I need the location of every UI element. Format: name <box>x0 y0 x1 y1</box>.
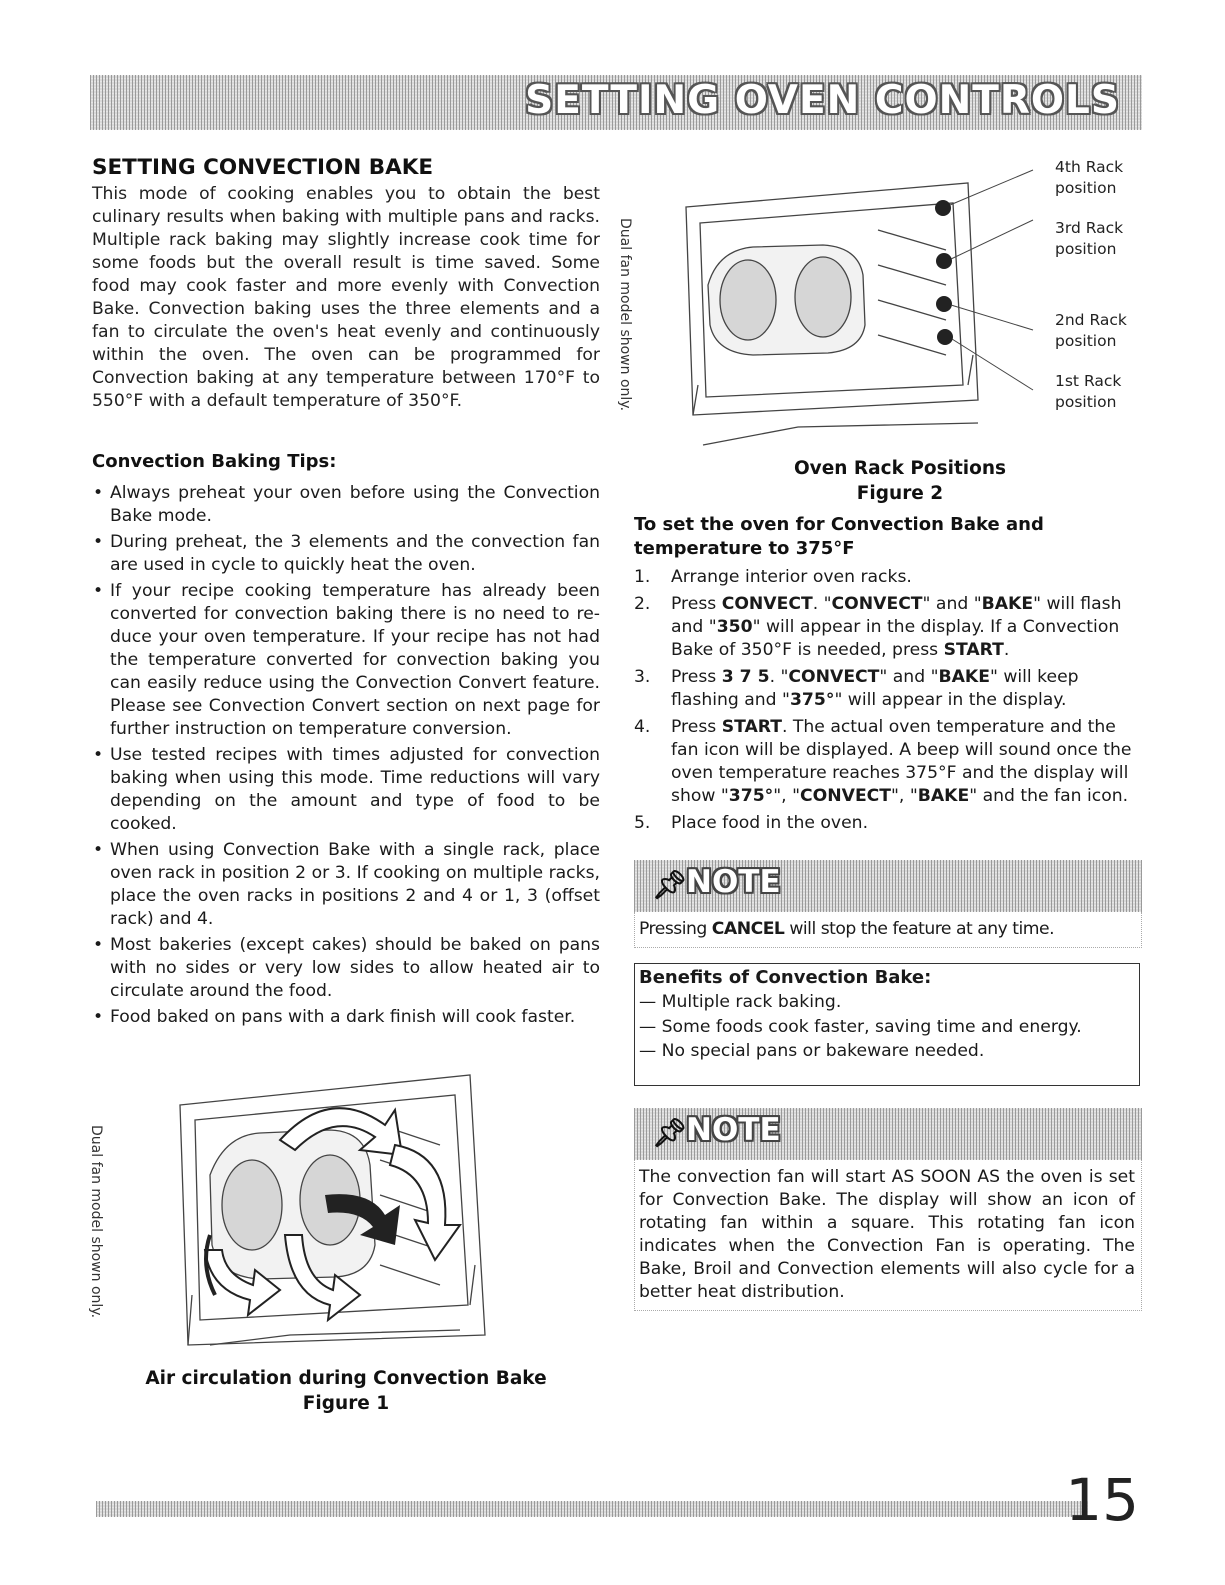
figure2-caption-title: Oven Rack Positions <box>793 458 1007 479</box>
step-text: Place food in the oven. <box>671 813 869 833</box>
rack-label-3rd <box>1055 218 1123 260</box>
note-label: NOTE <box>686 1112 781 1148</box>
benefits-box <box>634 963 1140 1086</box>
figure1-caption <box>92 1366 600 1416</box>
benefits-title: Benefits of Convection Bake: <box>639 967 932 988</box>
rack-label-1st <box>1055 371 1121 413</box>
steps-list <box>634 566 1141 839</box>
note-box-fan <box>634 1108 1142 1311</box>
pushpin-icon: 📌︎ <box>652 1116 688 1149</box>
tips-title: Convection Baking Tips: <box>92 451 337 472</box>
tip-item: • Use tested recipes with times adjusted for convection baking when using this mode. Time reductions will vary depending on the amount and type of food to be cooked. <box>92 744 600 836</box>
tip-item: • When using Convection Bake with a single rack, place oven rack in position 2 or 3. If cooking on multiple racks, place the oven racks in positions 2 and 4 or 1, 3 (offset rack) and 4. <box>92 839 600 931</box>
steps-title: To set the oven for Convection Bake and temperature to 375°F <box>634 514 1044 559</box>
tip-item: • If your recipe cooking temperature has already been converted for convection baking there is no need to re-duce your oven temperature. If your recipe has not had the temperature converted for convection baking you can easily reduce using the Convection Convert feature. Please see Convection Convert section on next page for further instruction on temperature conversion. <box>92 580 600 741</box>
rack-label-line: 3rd Rack <box>1055 219 1124 237</box>
figure2-caption-number: Figure 2 <box>856 483 944 504</box>
rack-label-line: position <box>1055 240 1117 258</box>
step-text: Press 3 7 5. "CONVECT" and "BAKE" will keep flashing and "375°" will appear in the display. <box>671 667 1079 710</box>
tip-item: • During preheat, the 3 elements and the convection fan are used in cycle to quickly heat the oven. <box>92 531 600 577</box>
figure2-caption <box>740 456 1060 506</box>
step-number: 4. <box>634 717 651 737</box>
rack-label-line: position <box>1055 179 1117 197</box>
benefit-item: — Some foods cook faster, saving time and energy. <box>639 1016 1082 1037</box>
step-text: Arrange interior oven racks. <box>671 567 912 587</box>
step-item <box>634 812 1141 835</box>
note-header <box>634 860 1142 912</box>
rack-label-2nd <box>1055 310 1127 352</box>
step-text: Press CONVECT. "CONVECT" and "BAKE" will flash and "350" will appear in the display. If a Convection Bake of 350°F is needed, press START. <box>671 594 1122 660</box>
figure1-caption-number: Figure 1 <box>302 1393 390 1414</box>
tips-list <box>92 482 600 1032</box>
figure2-side-note: Dual fan model shown only. <box>617 218 633 412</box>
header-banner <box>90 75 1142 130</box>
step-number: 1. <box>634 567 651 587</box>
tip-item: • Always preheat your oven before using the Convection Bake mode. <box>92 482 600 528</box>
footer-bar <box>96 1501 1088 1517</box>
rack-label-line: position <box>1055 332 1117 350</box>
note-box-cancel <box>634 860 1142 948</box>
step-text: Press START. The actual oven temperature and the fan icon will be displayed. A beep will sound once the oven temperature reaches 375°F and the display will show "375°", "CONVECT", "BAKE" and the fan icon. <box>671 717 1132 806</box>
note-text: Pressing CANCEL will stop the feature at any time. <box>634 912 1142 948</box>
page-header-title: SETTING OVEN CONTROLS <box>525 78 1120 123</box>
figure2-oven-illustration <box>678 165 1048 460</box>
step-number: 5. <box>634 813 651 833</box>
figure1-oven-illustration <box>170 1065 510 1355</box>
rack-label-line: position <box>1055 393 1117 411</box>
step-number: 2. <box>634 594 651 614</box>
benefit-item: — No special pans or bakeware needed. <box>639 1041 985 1061</box>
rack-label-4th <box>1055 157 1123 199</box>
step-item <box>634 666 1141 712</box>
note-header <box>634 1108 1142 1160</box>
page-number: 15 <box>1065 1466 1139 1534</box>
rack-label-line: 2nd Rack <box>1055 311 1127 329</box>
figure1-caption-title: Air circulation during Convection Bake <box>145 1368 547 1389</box>
figure1-side-note: Dual fan model shown only. <box>88 1125 104 1319</box>
rack-label-line: 4th Rack <box>1055 158 1124 176</box>
tip-item: • Most bakeries (except cakes) should be baked on pans with no sides or very low sides to allow heated air to circulate around the food. <box>92 934 600 1003</box>
note-label: NOTE <box>686 864 781 900</box>
intro-paragraph: This mode of cooking enables you to obtain the best culinary results when baking with multiple pans and racks. Multiple rack baking may slightly increase cook time for some foods but the overall result is time saved. Some food may cook faster and more evenly with Convection Bake. Convection baking uses the three elements and a fan to circulate the oven's heat evenly and continuously within the oven. The oven can be programmed for Convection baking at any temperature between 170°F to 550°F with a default temperature of 350°F. <box>92 184 600 411</box>
note-text: The convection fan will start AS SOON AS the oven is set for Convection Bake. The display will show an icon of rotating fan within a square. This rotating fan icon indicates when the Convection Fan is operating. The Bake, Broil and Convection elements will also cycle for a better heat distribution. <box>634 1160 1142 1311</box>
step-item <box>634 716 1141 808</box>
tip-item: • Food baked on pans with a dark finish will cook faster. <box>92 1006 600 1029</box>
benefit-item: — Multiple rack baking. <box>639 992 842 1012</box>
step-number: 3. <box>634 667 651 687</box>
section-title: SETTING CONVECTION BAKE <box>92 155 434 180</box>
step-item <box>634 593 1141 662</box>
rack-label-line: 1st Rack <box>1055 372 1122 390</box>
step-item <box>634 566 1141 589</box>
pushpin-icon: 📌︎ <box>652 868 688 901</box>
